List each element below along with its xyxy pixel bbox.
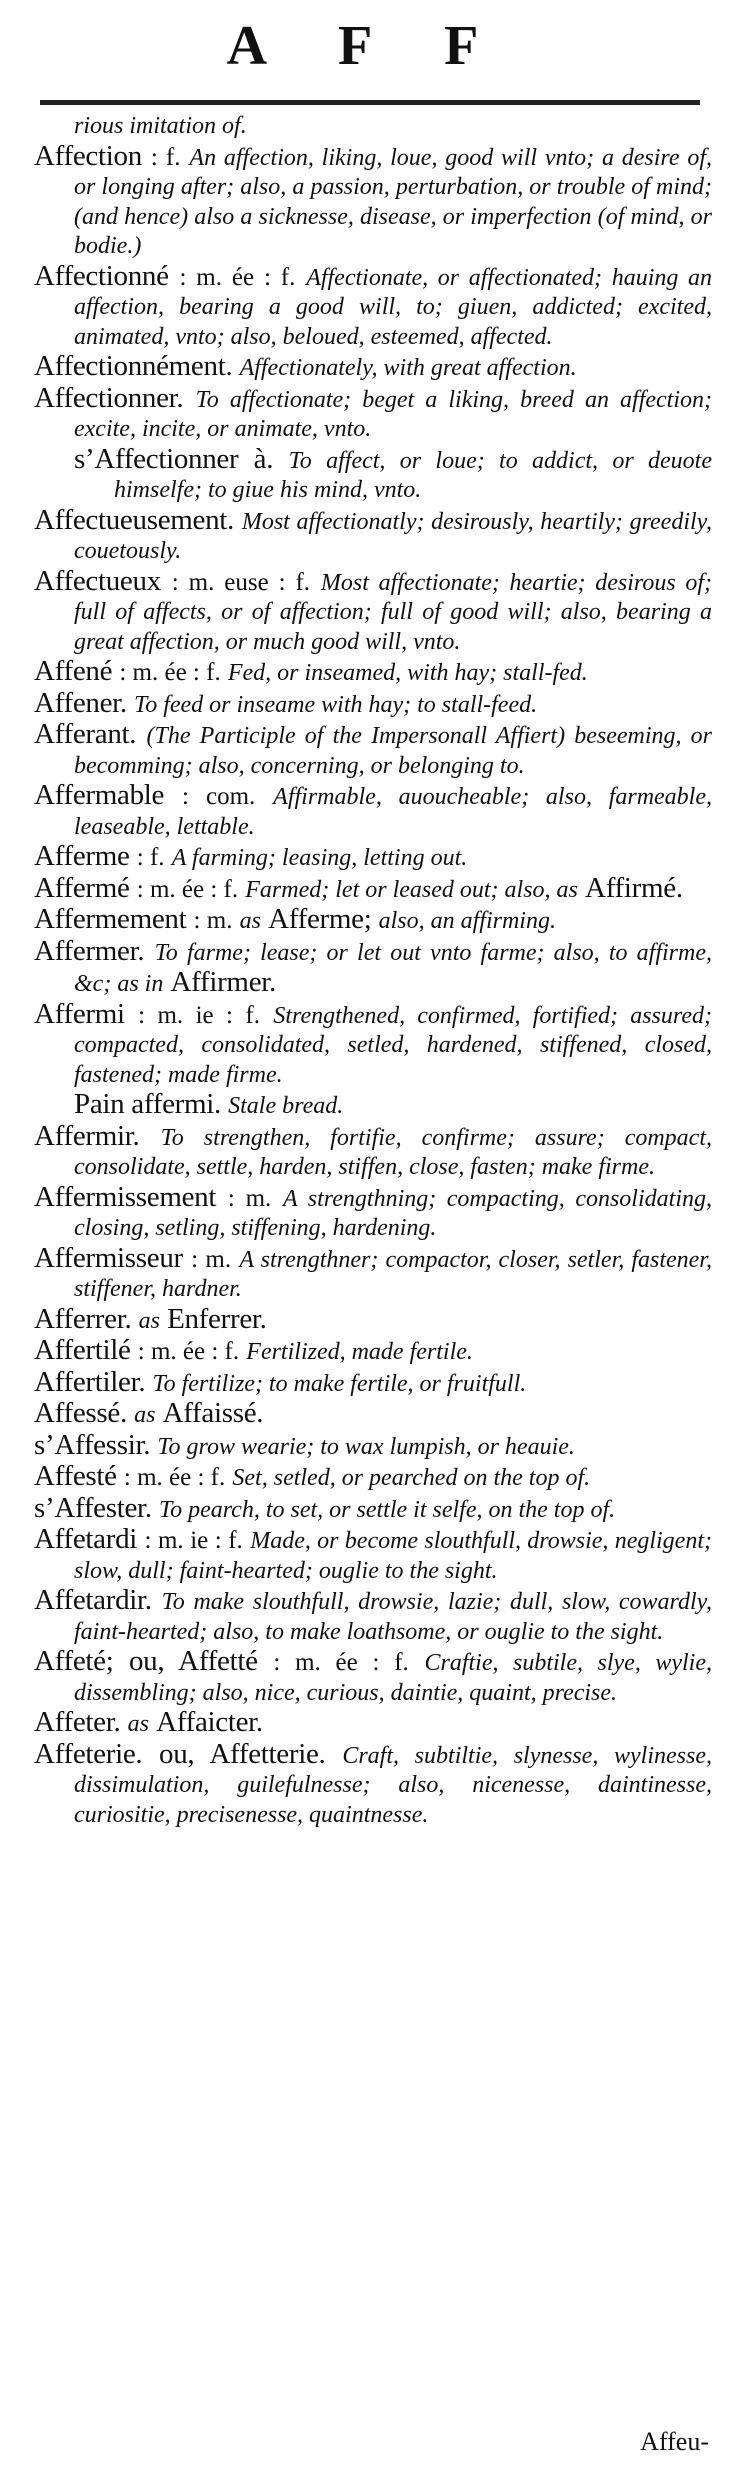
definition: also, an affirming. — [378, 908, 556, 934]
dictionary-entry — [34, 381, 712, 445]
grammar-label: : m. — [191, 1245, 232, 1273]
headword: Affeter. — [34, 1706, 121, 1738]
headword: Affeterie. ou, Affetterie. — [34, 1737, 326, 1770]
definition: Stale bread. — [228, 1093, 344, 1119]
definition: Set, setled, or pearched on the top of. — [232, 1465, 591, 1491]
dictionary-entry — [34, 997, 712, 1091]
catchword: Affeu- — [640, 2427, 709, 2456]
entries-column — [34, 112, 712, 2447]
definition: Fed, or inseamed, with hay; stall-fed. — [227, 660, 588, 686]
dictionary-entry — [34, 1428, 712, 1463]
headword: Affertiler. — [34, 1365, 146, 1398]
definition: A strengthning; compacting, consolidating, closing, setling, stiffening, hardening. — [74, 1185, 712, 1241]
headword: Afferant. — [34, 718, 137, 750]
cross-reference: Affaissé. — [162, 1397, 264, 1429]
dictionary-entry — [34, 1365, 712, 1400]
definition: as — [127, 1711, 149, 1737]
definition: as — [138, 1307, 160, 1334]
headword: Affection — [34, 139, 142, 172]
definition: A farming; leasing, letting out. — [171, 845, 468, 871]
cross-reference: Enferrer. — [167, 1302, 267, 1335]
headword: Affermissement — [34, 1180, 217, 1213]
headword: Affectionnément. — [34, 350, 233, 382]
dictionary-entry — [34, 1491, 712, 1526]
page-header: A F F — [226, 15, 509, 77]
grammar-label: : f. — [150, 143, 181, 171]
definition: To make slouthfull, drowsie, lazie; dull, slow, cowardly, faint-hearted; also, to make loathsome, or ouglie to the sight. — [74, 1589, 712, 1645]
definition: Most affectionate; heartie; desirous of; full of affects, or of affection; full of good will; also, bearing a great affection, or much good will, vnto. — [74, 569, 712, 655]
definition: Affectionately, with great affection. — [239, 355, 577, 381]
definition: To fertilize; to make fertile, or fruitfull. — [152, 1370, 527, 1397]
grammar-label: : m. ée : f. — [273, 1649, 409, 1676]
definition: To affect, or loue; to addict, or deuote himselfe; to giue his mind, vnto. — [114, 447, 712, 503]
dictionary-entry — [34, 1708, 712, 1740]
dictionary-entry — [34, 503, 712, 567]
headword: Affermisseur — [34, 1241, 183, 1274]
headword: Afferrer. — [34, 1302, 132, 1335]
grammar-label: : m. ée : f. — [136, 875, 239, 903]
grammar-label: : m. — [193, 907, 233, 934]
grammar-label: : m. ée : f. — [119, 659, 221, 686]
grammar-label: : m. ie : f. — [144, 1527, 243, 1554]
headword: s’Affessir. — [34, 1428, 151, 1461]
dictionary-entry — [34, 139, 712, 262]
headword: Affetardir. — [34, 1584, 152, 1616]
headword: s’Affectionner à. — [74, 442, 274, 475]
dictionary-entry — [34, 112, 712, 142]
definition: Craft, subtiltie, slynesse, wylinesse, dissimulation, guilefulnesse; also, nicenesse, daintinesse, curiositie, precisenesse, quaintnesse. — [74, 1742, 712, 1828]
definition: Fertilized, made fertile. — [246, 1339, 473, 1365]
header-rule — [40, 100, 700, 105]
headword: Affectueusement. — [34, 503, 234, 536]
dictionary-entry — [34, 442, 712, 506]
cross-reference: Afferme; — [268, 903, 372, 935]
definition: Affectionate, or affectionated; hauing an affection, bearing a good will, to; giuen, addicted; excited, animated, vnto; also, beloued, esteemed, affected. — [74, 264, 712, 350]
definition: To feed or inseame with hay; to stall-feed. — [134, 691, 538, 718]
cross-reference: Affirmer. — [170, 966, 276, 998]
dictionary-entry — [34, 934, 712, 1000]
headword: Affener. — [34, 686, 127, 719]
dictionary-entry — [34, 905, 712, 937]
headword: Affermable — [34, 779, 165, 811]
headword: Affermir. — [34, 1119, 140, 1152]
grammar-label: : m. — [227, 1184, 272, 1212]
dictionary-entry — [34, 1586, 712, 1647]
headword: Affermement — [34, 903, 187, 935]
dictionary-entry — [34, 1090, 712, 1122]
dictionary-entry — [34, 352, 712, 384]
headword: Affetardi — [34, 1523, 138, 1555]
definition: To strengthen, fortifie, confirme; assure; compact, consolidate, settle, harden, stiffen, close, fasten; make firme. — [74, 1124, 712, 1180]
dictionary-entry — [34, 1399, 712, 1431]
definition: Affirmable, auoucheable; also, farmeable, leaseable, lettable. — [74, 784, 712, 840]
definition: as — [239, 908, 261, 934]
dictionary-entry — [34, 1462, 712, 1494]
dictionary-entry — [34, 564, 712, 658]
definition: Farmed; let or leased out; also, as — [245, 876, 578, 903]
dictionary-entry — [34, 1737, 712, 1831]
dictionary-entry — [34, 657, 712, 689]
grammar-label: : com. — [182, 783, 256, 810]
definition: as — [134, 1402, 156, 1428]
dictionary-entry — [34, 871, 712, 906]
grammar-label: : m. ée : f. — [123, 1464, 226, 1491]
dictionary-entry — [34, 1241, 712, 1305]
definition: To farme; lease; or let out vnto farme; also, to affirme, &c; as in — [74, 939, 712, 997]
headword: Affertilé — [34, 1334, 131, 1366]
headword: Affectionné — [34, 259, 169, 292]
headword: Affené — [34, 655, 113, 687]
dictionary-entry — [34, 1119, 712, 1183]
definition: Craftie, subtile, slye, wylie, dissembling; also, nice, curious, daintie, quaint, precise. — [74, 1650, 712, 1706]
dictionary-entry — [34, 1336, 712, 1368]
definition: A strengthner; compactor, closer, setler, fastener, stiffener, hardner. — [74, 1246, 712, 1302]
grammar-label: : m. ée : f. — [137, 1338, 240, 1365]
dictionary-entry — [34, 1647, 712, 1708]
grammar-label: : m. euse : f. — [171, 568, 311, 596]
headword: Affessé. — [34, 1397, 127, 1429]
dictionary-entry — [34, 842, 712, 874]
headword: Afferme — [34, 840, 130, 872]
headword: Affeté; ou, Affetté — [34, 1645, 258, 1677]
definition: To pearch, to set, or settle it selfe, on the top of. — [158, 1496, 616, 1523]
headword: Affectionner. — [34, 381, 184, 414]
dictionary-entry — [34, 720, 712, 781]
definition: To grow wearie; to wax lumpish, or heauie. — [157, 1433, 575, 1460]
dictionary-entry — [34, 1525, 712, 1586]
dictionary-entry — [34, 1180, 712, 1244]
grammar-label: : m. ée : f. — [179, 263, 296, 291]
definition: Strengthened, confirmed, fortified; assured; compacted, consolidated, setled, hardened, stiffened, closed, fastened; made firme. — [74, 1002, 712, 1088]
grammar-label: : m. ie : f. — [138, 1001, 260, 1029]
cross-reference: Affirmé. — [585, 871, 683, 904]
dictionary-entry — [34, 1302, 712, 1337]
headword: Affermer. — [34, 934, 145, 967]
headword: Pain affermi. — [74, 1088, 221, 1120]
definition: Most affectionatly; desirously, heartily; greedily, couetously. — [74, 508, 712, 564]
grammar-label: : f. — [136, 844, 165, 871]
definition: (The Participle of the Impersonall Affiert) beseeming, or becomming; also, concerning, or belonging to. — [74, 723, 712, 779]
dictionary-entry — [34, 686, 712, 721]
headword: s’Affester. — [34, 1491, 152, 1524]
definition: An affection, liking, loue, good will vnto; a desire of, or longing after; also, a passion, perturbation, or trouble of mind; (and hence) also a sicknesse, disease, or imperfection (of mind, or bodie.) — [74, 144, 712, 259]
definition: Made, or become slouthfull, drowsie, negligent; slow, dull; faint-hearted; ouglie to the sight. — [74, 1528, 712, 1584]
definition: rious imitation of. — [74, 113, 247, 139]
dictionary-entry — [34, 259, 712, 353]
dictionary-entry — [34, 781, 712, 842]
cross-reference: Affaicter. — [156, 1706, 263, 1738]
headword: Affermi — [34, 997, 125, 1030]
headword: Affesté — [34, 1460, 117, 1492]
headword: Affermé — [34, 871, 130, 904]
definition: To affectionate; beget a liking, breed an affection; excite, incite, or animate, vnto. — [74, 386, 712, 442]
headword: Affectueux — [34, 564, 161, 597]
